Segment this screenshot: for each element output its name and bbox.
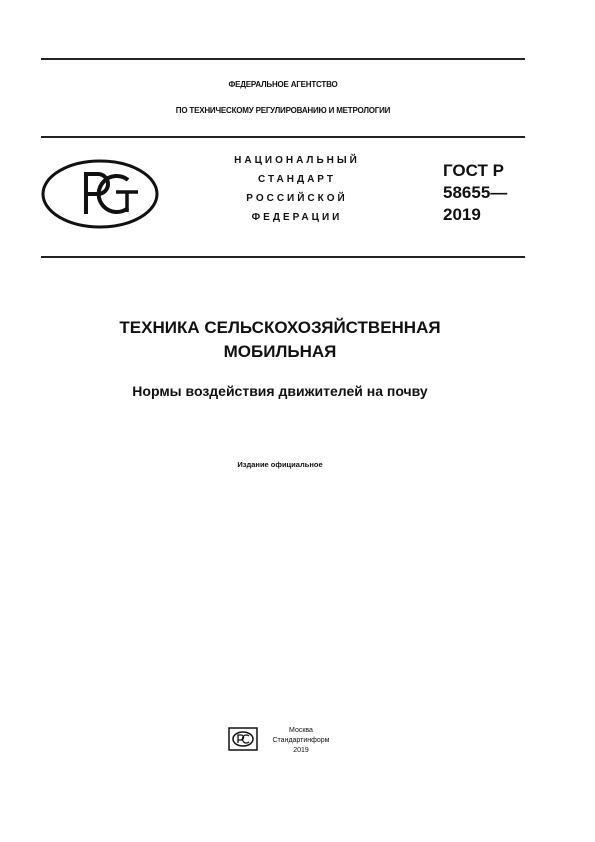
standard-line-2: СТАНДАРТ [258,174,336,185]
publisher-name: Стандартинформ [272,737,330,744]
gost-designation [443,160,507,226]
lower-rule [41,256,525,258]
publisher-city: Москва [289,727,313,734]
standard-line-3: РОССИЙСКОЙ [246,193,348,204]
standard-line-4: ФЕДЕРАЦИИ [251,212,343,223]
gost-prefix: ГОСТ Р [443,161,504,180]
gost-year: 2019 [443,205,481,224]
standartinform-logo-icon [228,727,258,751]
publisher-info [266,726,336,756]
standard-line-1: НАЦИОНАЛЬНЫЙ [234,155,360,166]
edition-label: Издание официальное [237,460,323,469]
document-title-line-2: МОБИЛЬНАЯ [223,342,337,361]
document-title-line-1: ТЕХНИКА СЕЛЬСКОХОЗЯЙСТВЕННАЯ [119,318,441,337]
agency-line-1: ФЕДЕРАЛЬНОЕ АГЕНТСТВО [228,80,338,89]
document-subtitle: Нормы воздействия движителей на почву [132,383,428,399]
gost-number: 58655— [443,183,508,202]
publisher-year: 2019 [293,747,309,754]
agency-line-2: ПО ТЕХНИЧЕСКОМУ РЕГУЛИРОВАНИЮ И МЕТРОЛОГИИ [175,106,391,115]
rst-certification-logo-icon [40,158,160,230]
middle-rule [41,136,525,138]
top-rule [41,58,525,60]
